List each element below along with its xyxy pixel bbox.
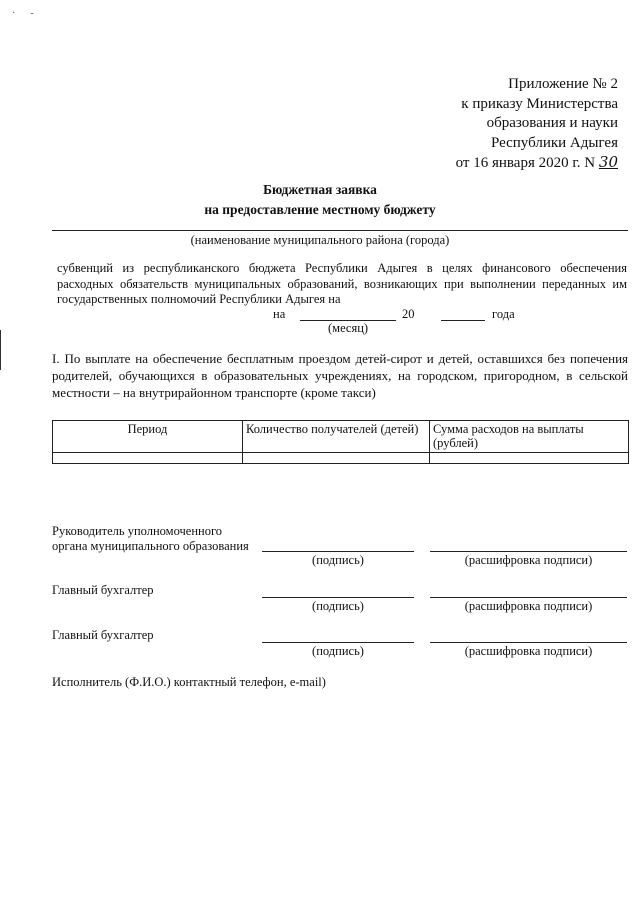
accountant-2-decode-caption: (расшифровка подписи) — [464, 644, 593, 658]
section-1-text: I. По выплате на обеспечение бесплатным проездом детей-сирот и детей, оставшихся без попечения родителей, обучающихся в образовательных учреждениях, на городском, пригородном, в сельской местности – на внутрирайонном транспорте (кроме такси) — [52, 351, 628, 400]
cell-period[interactable] — [53, 453, 243, 464]
year-blank — [441, 320, 485, 321]
accountant-1-label: Главный бухгалтер — [52, 583, 154, 597]
executor-line: Исполнитель (Ф.И.О.) контактный телефон, e-mail) — [52, 675, 326, 689]
municipality-caption: (наименование муниципального района (города) — [190, 233, 450, 247]
header-amount: Сумма расходов на выплаты (рублей) — [430, 421, 629, 453]
accountant-1-decode-caption: (расшифровка подписи) — [464, 599, 593, 613]
accountant-2-signature-line — [262, 642, 414, 643]
year-prefix: 20 — [402, 307, 415, 321]
table-row — [53, 453, 629, 464]
appendix-date: от 16 января 2020 г. N — [455, 155, 596, 171]
head-signature-caption: (подпись) — [312, 553, 364, 567]
payments-table — [52, 420, 629, 464]
scan-edge-mark — [0, 330, 1, 370]
order-number: 30 — [598, 153, 618, 171]
head-decode-caption: (расшифровка подписи) — [464, 553, 593, 567]
appendix-line-2: к приказу Министерства — [461, 95, 618, 112]
appendix-line-1: Приложение № 2 — [508, 76, 618, 92]
appendix-line-3: образования и науки — [486, 115, 618, 131]
document-title: Бюджетная заявка — [263, 182, 377, 197]
cell-amount[interactable] — [430, 453, 629, 464]
accountant-2-decode-line — [430, 642, 627, 643]
header-period: Период — [53, 421, 243, 453]
document-subtitle: на предоставление местному бюджету — [204, 202, 436, 217]
period-prefix: на — [273, 307, 286, 321]
accountant-2-label: Главный бухгалтер — [52, 628, 154, 642]
accountant-1-signature-line — [262, 597, 414, 598]
appendix-block — [358, 75, 618, 174]
appendix-line-5 — [358, 153, 618, 174]
accountant-1-decode-line — [430, 597, 627, 598]
header-recipients: Количество получателей (детей) — [243, 421, 430, 453]
scan-specks: · - — [12, 8, 34, 19]
head-decode-line — [430, 551, 627, 552]
body-text: субвенций из республиканского бюджета Республики Адыгея в целях финансового обеспечения расходных обязательств муниципальных образований, возникающих при выполнении переданных им государственных полномочий Республики Адыгея на — [57, 261, 627, 306]
period-suffix: года — [492, 307, 515, 321]
municipality-line — [52, 230, 628, 231]
accountant-1-signature-caption: (подпись) — [312, 599, 364, 613]
table-header-row — [53, 421, 629, 453]
cell-recipients[interactable] — [243, 453, 430, 464]
accountant-2-signature-caption: (подпись) — [312, 644, 364, 658]
appendix-line-4: Республики Адыгея — [490, 134, 618, 151]
head-label-line-2: органа муниципального образования — [52, 539, 249, 553]
head-signature-line — [262, 551, 414, 552]
month-caption: (месяц) — [328, 321, 369, 335]
head-label-line-1: Руководитель уполномоченного — [52, 524, 223, 538]
